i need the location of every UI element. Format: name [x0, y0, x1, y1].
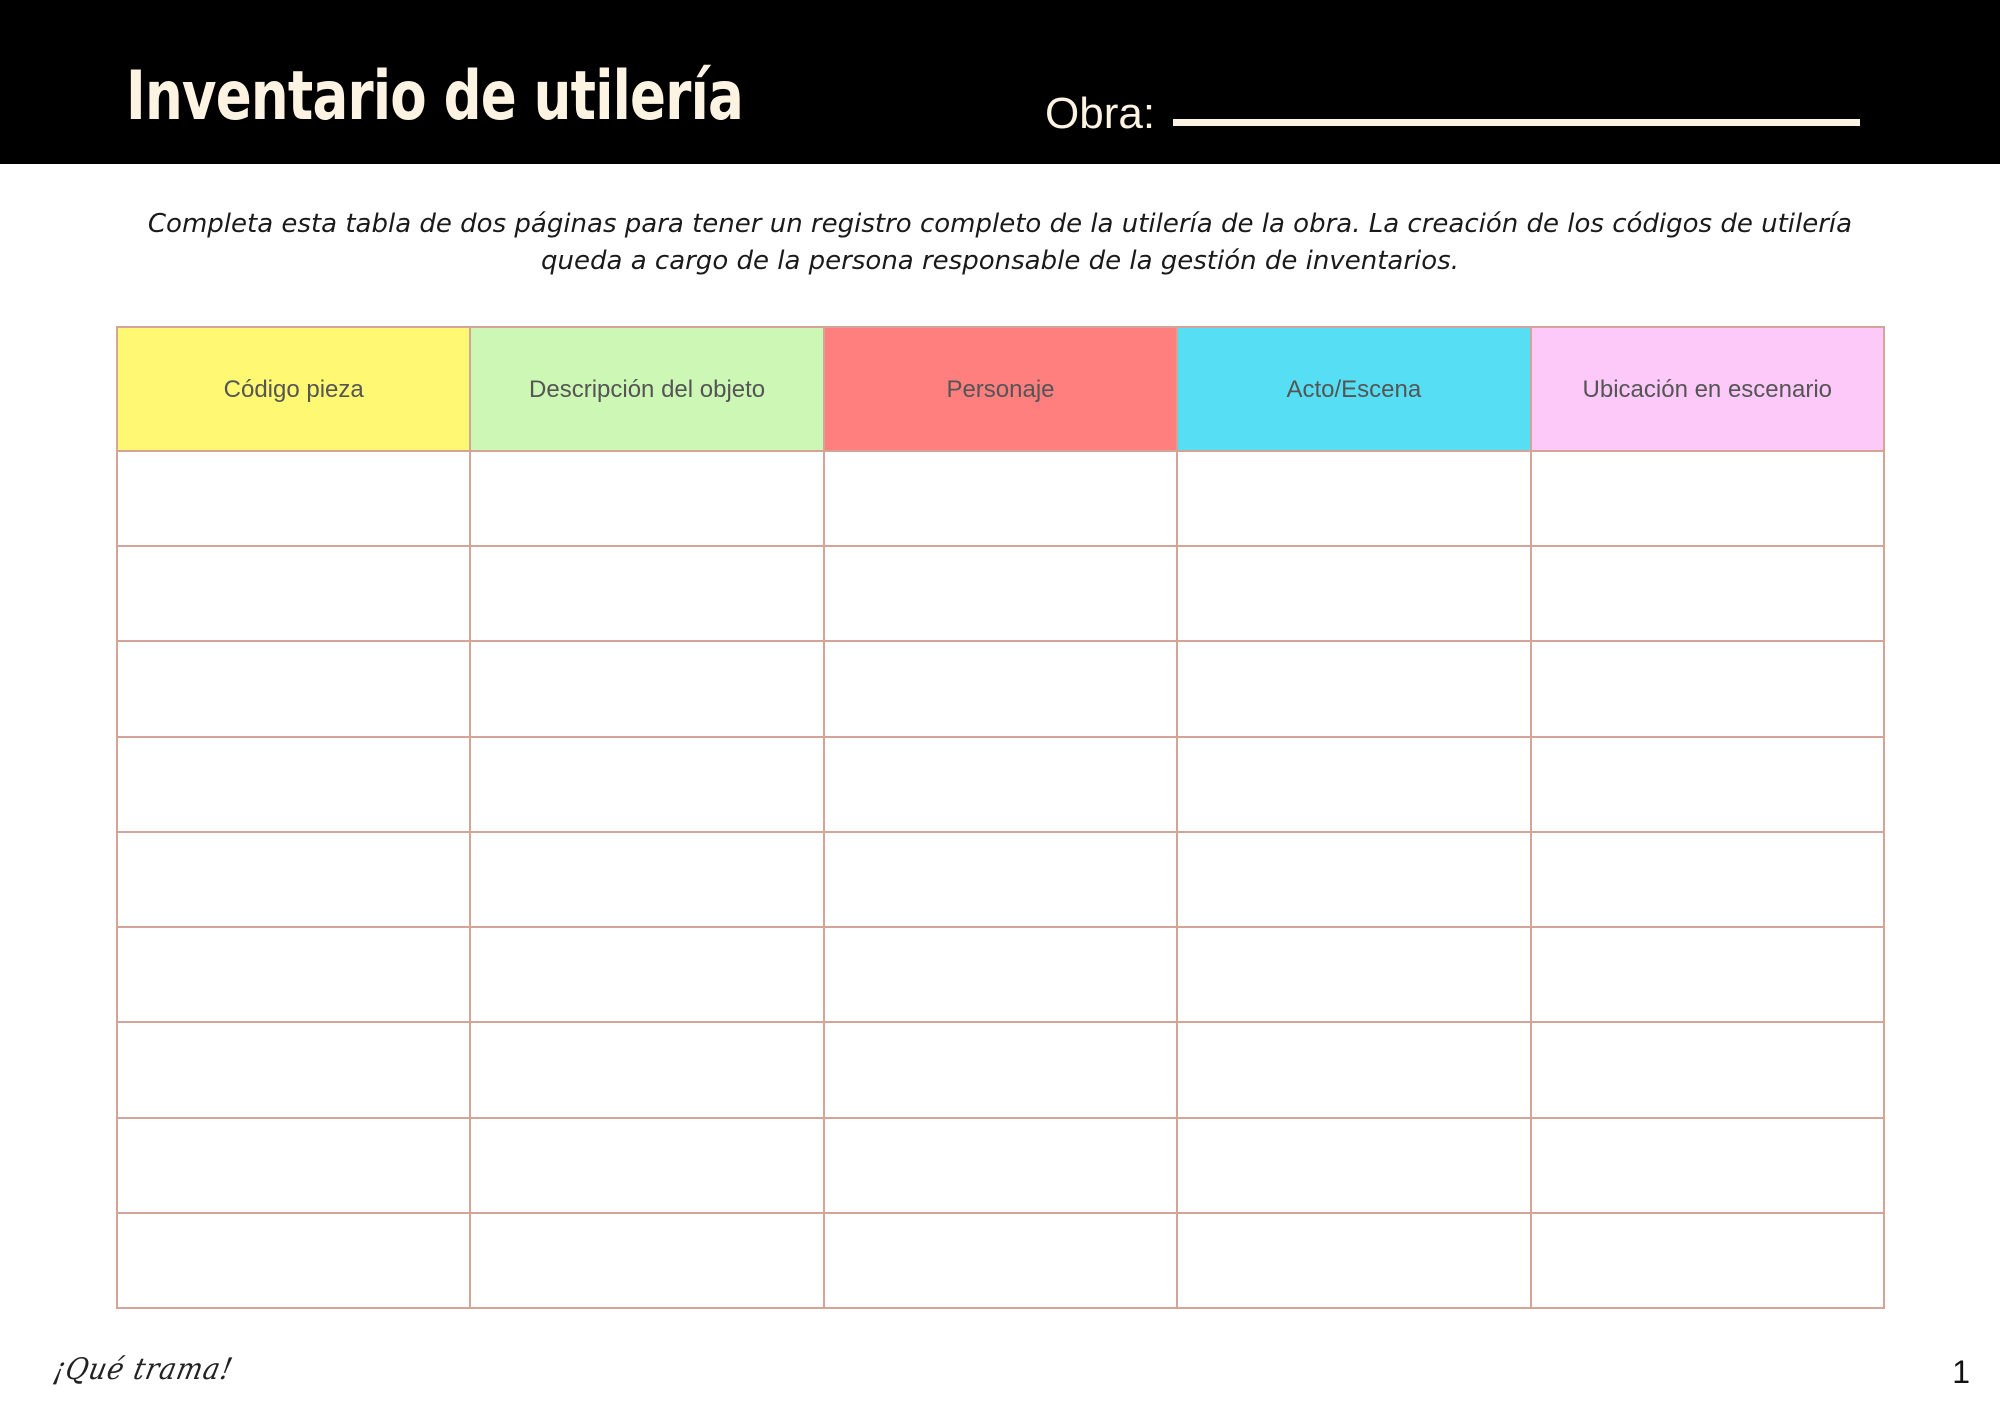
- table-cell[interactable]: [1177, 1118, 1530, 1213]
- table-cell[interactable]: [1531, 641, 1884, 736]
- table-cell[interactable]: [470, 641, 823, 736]
- table-cell[interactable]: [1177, 737, 1530, 832]
- table-cell[interactable]: [117, 737, 470, 832]
- table-row: [117, 832, 1884, 927]
- table-row: [117, 737, 1884, 832]
- table-cell[interactable]: [1177, 1213, 1530, 1308]
- table-cell[interactable]: [470, 1022, 823, 1117]
- table-row: [117, 1118, 1884, 1213]
- table-cell[interactable]: [117, 451, 470, 546]
- table-row: [117, 927, 1884, 1022]
- table-cell[interactable]: [824, 1022, 1177, 1117]
- table-cell[interactable]: [1177, 927, 1530, 1022]
- instructions-text: Completa esta tabla de dos páginas para tener un registro completo de la utilería de la obra. La creación de los códigos de utilería queda a cargo de la persona responsable de la gestión de inventarios.: [147, 209, 1853, 276]
- table-cell[interactable]: [117, 641, 470, 736]
- table-cell[interactable]: [824, 1118, 1177, 1213]
- table-row: [117, 1213, 1884, 1308]
- table-cell[interactable]: [117, 1118, 470, 1213]
- table-cell[interactable]: [1531, 737, 1884, 832]
- table-cell[interactable]: [470, 1213, 823, 1308]
- table-cell[interactable]: [824, 832, 1177, 927]
- table-cell[interactable]: [1531, 1213, 1884, 1308]
- table-cell[interactable]: [824, 1213, 1177, 1308]
- obra-label: Obra:: [1045, 89, 1156, 138]
- table-cell[interactable]: [1177, 1022, 1530, 1117]
- table-cell[interactable]: [470, 1118, 823, 1213]
- table-cell[interactable]: [1531, 1022, 1884, 1117]
- table-cell[interactable]: [824, 546, 1177, 641]
- table-cell[interactable]: [1531, 546, 1884, 641]
- table-cell[interactable]: [470, 546, 823, 641]
- brand-logo: ¡Qué trama!: [50, 1352, 237, 1387]
- column-header-ubicacion: Ubicación en escenario: [1531, 327, 1884, 451]
- column-header-codigo-pieza: Código pieza: [117, 327, 470, 451]
- page-title: Inventario de utilería: [126, 57, 744, 136]
- table-cell[interactable]: [1531, 832, 1884, 927]
- table-cell[interactable]: [117, 927, 470, 1022]
- table-cell[interactable]: [117, 546, 470, 641]
- table-cell[interactable]: [1177, 451, 1530, 546]
- table-cell[interactable]: [824, 737, 1177, 832]
- column-header-descripcion: Descripción del objeto: [470, 327, 823, 451]
- table-cell[interactable]: [117, 832, 470, 927]
- table-header-row: [117, 327, 1884, 451]
- table-cell[interactable]: [117, 1213, 470, 1308]
- table-cell[interactable]: [1531, 451, 1884, 546]
- table-cell[interactable]: [1531, 927, 1884, 1022]
- table-cell[interactable]: [470, 832, 823, 927]
- table-row: [117, 451, 1884, 546]
- table-cell[interactable]: [824, 451, 1177, 546]
- page-number: 1: [1952, 1354, 1970, 1390]
- table-cell[interactable]: [1177, 832, 1530, 927]
- table-cell[interactable]: [1177, 641, 1530, 736]
- table-cell[interactable]: [117, 1022, 470, 1117]
- table-cell[interactable]: [470, 451, 823, 546]
- column-header-acto-escena: Acto/Escena: [1177, 327, 1530, 451]
- table-row: [117, 1022, 1884, 1117]
- table-row: [117, 546, 1884, 641]
- column-header-personaje: Personaje: [824, 327, 1177, 451]
- table-cell[interactable]: [470, 927, 823, 1022]
- table-cell[interactable]: [1177, 546, 1530, 641]
- obra-fill-line: [1173, 119, 1860, 126]
- table-cell[interactable]: [1531, 1118, 1884, 1213]
- table-cell[interactable]: [824, 927, 1177, 1022]
- table-cell[interactable]: [470, 737, 823, 832]
- table-cell[interactable]: [824, 641, 1177, 736]
- table-body: [117, 451, 1884, 1308]
- inventory-table: [116, 326, 1885, 1309]
- table-row: [117, 641, 1884, 736]
